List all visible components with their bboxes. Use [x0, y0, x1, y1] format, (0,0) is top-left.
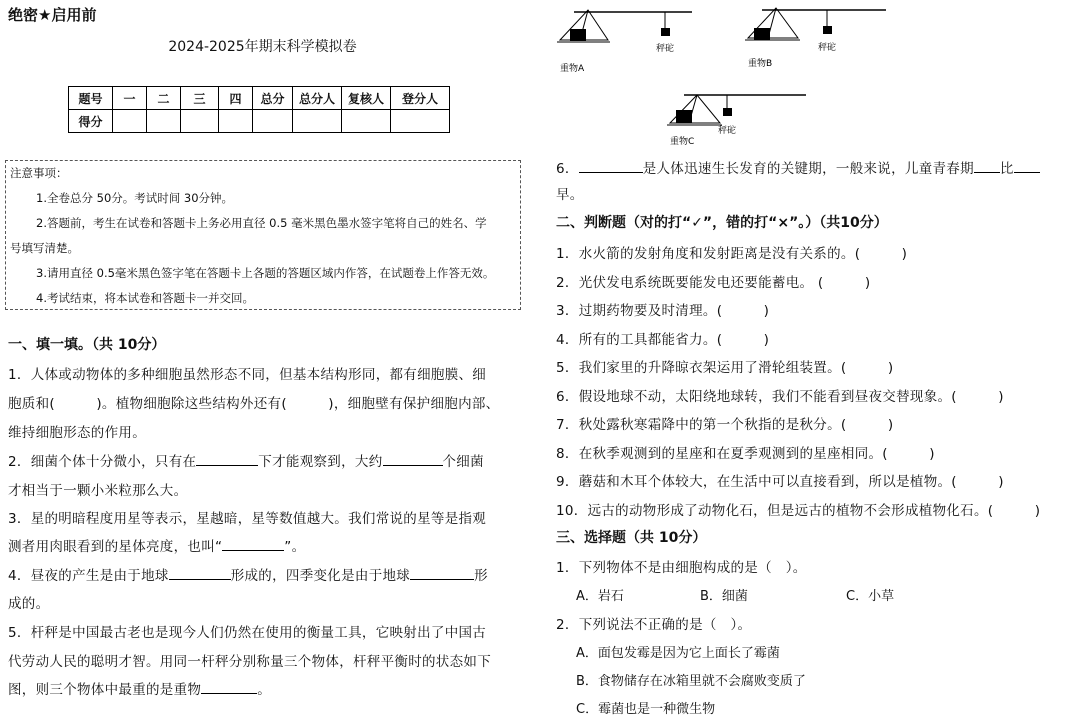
answer-blank[interactable]	[201, 679, 257, 694]
answer-blank[interactable]	[222, 536, 284, 551]
score-cell[interactable]	[147, 110, 181, 133]
table-cell: 二	[147, 87, 181, 110]
score-cell[interactable]	[253, 110, 293, 133]
question-line	[8, 535, 305, 555]
score-cell[interactable]	[342, 110, 391, 133]
counterweight-icon	[661, 28, 670, 36]
choice-option[interactable]: B．细菌	[700, 589, 748, 604]
counterweight-icon	[723, 108, 732, 116]
score-table	[68, 86, 450, 133]
question-text: 4．昼夜的产生是由于地球	[8, 568, 169, 584]
choice-option[interactable]: C．小草	[846, 589, 895, 604]
question-line: 代劳动人民的聪明才智。用同一杆秤分别称量三个物体，杆秤平衡时的状态如下	[8, 654, 491, 670]
question-text: ”。	[284, 539, 306, 555]
score-cell[interactable]	[181, 110, 219, 133]
notice-item: 2.答题前，考生在试卷和答题卡上务必用直径 0.5 毫米黑色墨水签字笔将自己的姓名、学	[36, 216, 487, 230]
notice-item: 3.请用直径 0.5毫米黑色签字笔在答题卡上各题的答题区域内作答，在试题卷上作答无效。	[36, 266, 495, 280]
judgement-item: 8．在秋季观测到的星座和在夏季观测到的星座相同。( )	[556, 446, 935, 462]
question-line	[556, 157, 1040, 177]
steelyard-c	[667, 95, 806, 147]
question-line: 成的。	[8, 596, 50, 612]
answer-blank[interactable]	[196, 451, 258, 466]
table-cell: 三	[181, 87, 219, 110]
notice-item: 4.考试结束，将本试卷和答题卡一并交回。	[36, 291, 254, 305]
question-text: 个细菌	[442, 454, 484, 470]
question-text: 。	[257, 682, 272, 698]
object-label: 重物A	[560, 64, 585, 74]
question-line	[8, 678, 271, 698]
counterweight-label: 秤砣	[818, 43, 837, 53]
question-line: 维持细胞形态的作用。	[8, 425, 146, 441]
judgement-item: 7．秋处露秋寒霜降中的第一个秋指的是秋分。( )	[556, 417, 894, 433]
question-line: 3．星的明暗程度用星等表示，星越暗，星等数值越大。我们常说的星等是指观	[8, 511, 487, 527]
notice-item: 号填写清楚。	[10, 241, 79, 255]
weight-object-b	[754, 28, 770, 40]
question-line: 才相当于一颗小米粒那么大。	[8, 483, 188, 499]
question-line: 早。	[556, 187, 584, 203]
section-title: 二、判断题（对的打“✓”，错的打“×”。）（共10分）	[556, 215, 888, 231]
question-line: 胞质和( )。植物细胞除这些结构外还有( )，细胞壁有保护细胞内部、	[8, 396, 500, 412]
exam-title: 2024-2025年期末科学模拟卷	[168, 39, 357, 55]
table-cell: 总分人	[293, 87, 342, 110]
section-title: 一、填一填。（共 10分）	[8, 337, 166, 353]
question-text: 6．	[556, 161, 579, 177]
choice-option[interactable]: A．面包发霉是因为它上面长了霉菌	[576, 646, 780, 661]
choice-option[interactable]: A．岩石	[576, 589, 624, 604]
choice-question: 2．下列说法不正确的是（ ）。	[556, 617, 752, 633]
judgement-item: 4．所有的工具都能省力。( )	[556, 332, 770, 348]
score-cell[interactable]	[293, 110, 342, 133]
table-cell: 一	[113, 87, 147, 110]
table-cell: 总分	[253, 87, 293, 110]
question-line	[8, 450, 484, 470]
table-cell: 四	[219, 87, 253, 110]
question-text: 比	[999, 161, 1014, 177]
judgement-item: 10．远古的动物形成了动物化石，但是远古的植物不会形成植物化石。( )	[556, 503, 1041, 519]
notice-item: 1.全卷总分 50分。考试时间 30分钟。	[36, 191, 234, 205]
steelyard-b	[745, 8, 886, 69]
notice-box	[5, 160, 521, 310]
steelyard-figure	[552, 0, 892, 152]
judgement-item: 6．假设地球不动，太阳绕地球转，我们不能看到昼夜交替现象。( )	[556, 389, 1004, 405]
table-cell: 题号	[69, 87, 113, 110]
question-text: 图，则三个物体中最重的是重物	[8, 682, 202, 698]
question-line: 5．杆秤是中国最古老也是现今人们仍然在使用的衡量工具，它映射出了中国古	[8, 625, 487, 641]
question-text: 是人体迅速生长发育的关键期，一般来说，儿童青春期	[642, 161, 974, 177]
score-cell[interactable]	[113, 110, 147, 133]
question-text: 测者用肉眼看到的星体亮度，也叫“	[8, 539, 223, 555]
question-text: 形成的，四季变化是由于地球	[230, 568, 411, 584]
choice-option[interactable]: B．食物储存在冰箱里就不会腐败变质了	[576, 674, 806, 689]
notice-heading: 注意事项：	[10, 166, 68, 180]
question-line: 1．人体或动物体的多种细胞虽然形态不同，但基本结构形同，都有细胞膜、细	[8, 367, 487, 383]
answer-blank[interactable]	[410, 565, 474, 580]
steelyard-a	[557, 10, 692, 74]
counterweight-label: 秤砣	[718, 126, 737, 136]
counterweight-icon	[823, 26, 832, 34]
question-text: 2．细菌个体十分微小，只有在	[8, 454, 197, 470]
weight-object-c	[676, 110, 692, 123]
section-title: 三、选择题（共 10分）	[556, 530, 707, 546]
judgement-item: 5．我们家里的升降晾衣架运用了滑轮组装置。( )	[556, 360, 894, 376]
judgement-item: 2．光伏发电系统既要能发电还要能蓄电。 ( )	[556, 275, 871, 291]
secret-label: 绝密★启用前	[8, 6, 97, 24]
judgement-item: 1．水火箭的发射角度和发射距离是没有关系的。( )	[556, 246, 908, 262]
object-label: 重物C	[670, 137, 695, 147]
score-table-score-row	[69, 110, 450, 133]
answer-blank[interactable]	[974, 158, 1000, 173]
counterweight-label: 秤砣	[656, 44, 675, 54]
judgement-item: 9．蘑菇和木耳个体较大，在生活中可以直接看到，所以是植物。( )	[556, 474, 1004, 490]
table-cell: 登分人	[391, 87, 450, 110]
weight-object-a	[570, 29, 586, 41]
question-text: 形	[474, 568, 488, 584]
table-cell: 复核人	[342, 87, 391, 110]
judgement-item: 3．过期药物要及时清理。( )	[556, 303, 770, 319]
choice-option[interactable]: C．霉菌也是一种微生物	[576, 702, 716, 717]
choice-question: 1．下列物体不是由细胞构成的是（ ）。	[556, 560, 807, 576]
answer-blank[interactable]	[383, 451, 443, 466]
answer-blank[interactable]	[579, 158, 643, 173]
answer-blank[interactable]	[1014, 158, 1040, 173]
answer-blank[interactable]	[169, 565, 231, 580]
score-cell[interactable]	[391, 110, 450, 133]
table-cell: 得分	[69, 110, 113, 133]
object-label: 重物B	[748, 59, 773, 69]
question-line	[8, 564, 488, 584]
score-table-header-row	[69, 87, 450, 110]
question-text: 下才能观察到，大约	[258, 454, 383, 470]
score-cell[interactable]	[219, 110, 253, 133]
